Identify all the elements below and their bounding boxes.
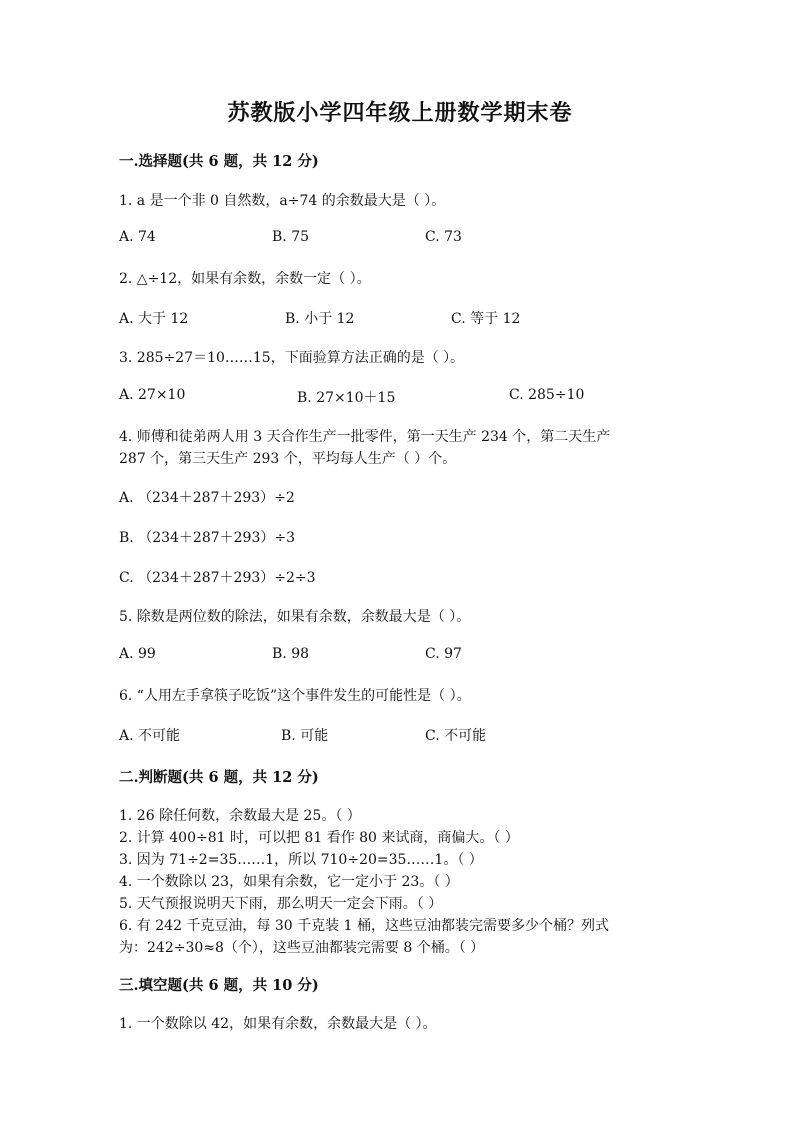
q2-option-b: B. 小于 12: [285, 311, 355, 327]
question-2: 2. △÷12，如果有余数，余数一定（ ）。: [119, 271, 371, 287]
q3-option-c: C. 285÷10: [509, 387, 585, 403]
question-5: 5. 除数是两位数的除法，如果有余数，余数最大是（ ）。: [119, 609, 471, 625]
judgment-item-6-line1: 6. 有 242 千克豆油，每 30 千克装 1 桶，这些豆油都装完需要多少个桶？列式: [119, 918, 609, 934]
judgment-item-6-line2: 为：242÷30≈8（个），这些豆油都装完需要 8 个桶。（ ）: [119, 940, 485, 956]
page-title: 苏教版小学四年级上册数学期末卷: [227, 100, 573, 126]
q1-option-b: B. 75: [272, 229, 310, 245]
judgment-item-2: 2. 计算 400÷81 时，可以把 81 看作 80 来试商，商偏大。（ ）: [119, 830, 519, 846]
q5-option-a: A. 99: [119, 646, 156, 662]
q5-option-b: B. 98: [272, 646, 310, 662]
question-3: 3. 285÷27＝10……15，下面验算方法正确的是（ ）。: [119, 350, 465, 366]
q3-option-b: B. 27×10＋15: [297, 390, 396, 406]
question-6: 6. “人用左手拿筷子吃饭”这个事件发生的可能性是（ ）。: [119, 688, 471, 704]
section-heading-fill: 三.填空题(共 6 题，共 10 分): [119, 977, 319, 994]
section-heading-judgment: 二.判断题(共 6 题，共 12 分): [119, 769, 319, 786]
q4-option-c: C. （234＋287＋293）÷2÷3: [119, 570, 316, 586]
section-heading-choice: 一.选择题(共 6 题，共 12 分): [119, 153, 319, 170]
q5-option-c: C. 97: [425, 646, 462, 662]
q6-option-c: C. 不可能: [425, 728, 487, 744]
judgment-item-1: 1. 26 除任何数，余数最大是 25。（ ）: [119, 808, 361, 824]
q4-option-a: A. （234＋287＋293）÷2: [119, 490, 295, 506]
q6-option-a: A. 不可能: [119, 728, 181, 744]
q1-option-c: C. 73: [425, 229, 462, 245]
fill-item-1: 1. 一个数除以 42，如果有余数，余数最大是（ ）。: [119, 1016, 437, 1032]
question-4-line1: 4. 师傅和徒弟两人用 3 天合作生产一批零件，第一天生产 234 个，第二天生产: [119, 429, 611, 445]
question-4-line2: 287 个，第三天生产 293 个，平均每人生产（ ）个。: [119, 451, 457, 467]
q4-option-b: B. （234＋287＋293）÷3: [119, 530, 295, 546]
q3-option-a: A. 27×10: [119, 387, 186, 403]
q2-option-c: C. 等于 12: [451, 311, 521, 327]
q1-option-a: A. 74: [119, 229, 156, 245]
judgment-item-4: 4. 一个数除以 23，如果有余数，它一定小于 23。（ ）: [119, 874, 459, 890]
judgment-item-5: 5. 天气预报说明天下雨，那么明天一定会下雨。（ ）: [119, 896, 443, 912]
judgment-item-3: 3. 因为 71÷2=35……1，所以 710÷20=35……1。（ ）: [119, 852, 483, 868]
question-1: 1. a 是一个非 0 自然数，a÷74 的余数最大是（ ）。: [119, 193, 446, 209]
q2-option-a: A. 大于 12: [119, 311, 189, 327]
q6-option-b: B. 可能: [281, 728, 329, 744]
